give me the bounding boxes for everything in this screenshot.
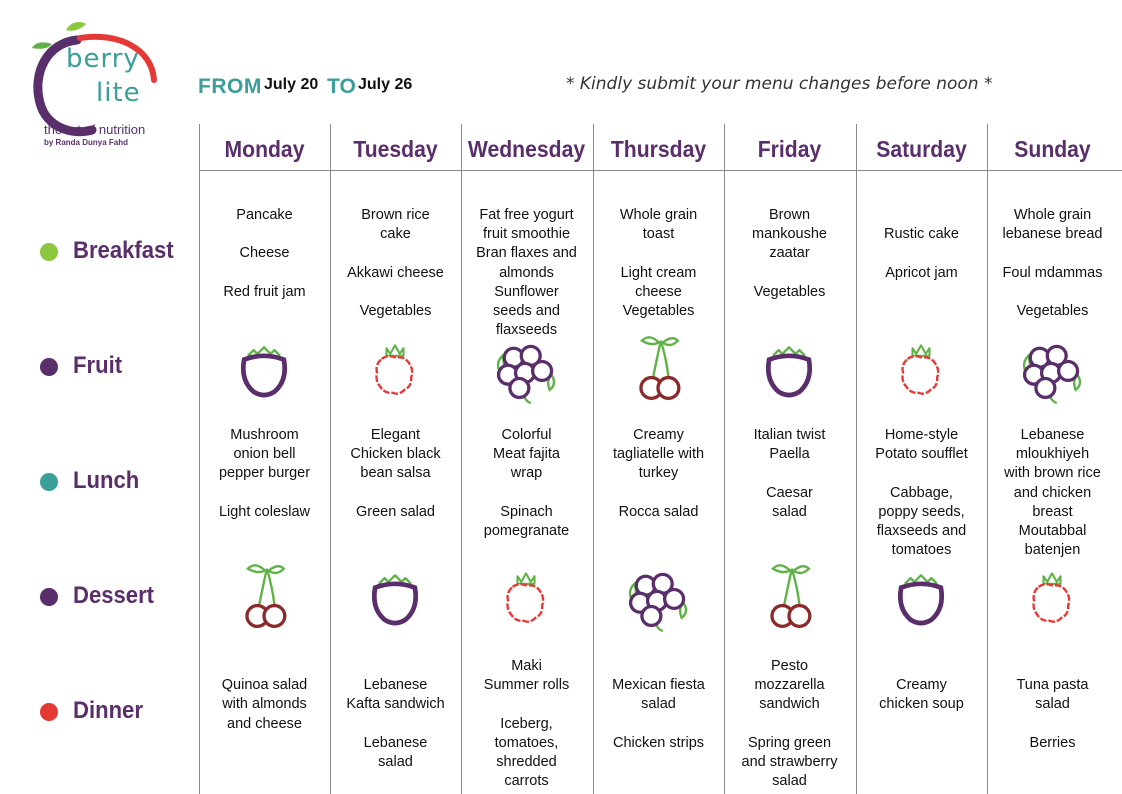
menu-line: pepper burger (218, 465, 311, 482)
menu-line: Whole grain (1013, 207, 1092, 223)
breakfast-cell-sunday (987, 206, 1118, 321)
menu-line: Vegetables (1016, 302, 1089, 319)
menu-line: salad (1035, 696, 1070, 713)
menu-line: Cabbage, (890, 484, 953, 501)
menu-line: Pancake (236, 207, 293, 223)
line-spacer (330, 715, 461, 734)
day-header-wednesday: Wednesday (467, 136, 586, 162)
meal-label-text: Dinner (73, 697, 143, 724)
menu-line: Iceberg, (500, 715, 553, 732)
day-header-saturday: Saturday (876, 136, 967, 162)
menu-line: Bran flaxes and (476, 245, 577, 262)
breakfast-cell-friday (724, 206, 855, 302)
menu-line: with brown rice (1004, 465, 1101, 482)
menu-line: Potato soufflet (875, 446, 968, 463)
to-date: July 26 (358, 76, 413, 93)
meal-dot (40, 243, 58, 261)
breakfast-cell-saturday (856, 206, 987, 283)
meal-label-breakfast (40, 237, 190, 265)
line-spacer (593, 484, 724, 503)
menu-line: and cheese (227, 715, 302, 732)
menu-line: shredded (496, 754, 557, 770)
line-spacer (724, 715, 855, 734)
menu-line: Rocca salad (618, 503, 699, 520)
line-spacer (987, 657, 1118, 676)
menu-line: Tuna pasta (1016, 677, 1089, 694)
line-spacer (856, 206, 987, 225)
cherries-icon (754, 563, 824, 633)
menu-line: Cheese (239, 245, 290, 262)
blueberries-icon (1017, 335, 1087, 405)
line-spacer (330, 244, 461, 263)
fig-icon (754, 335, 824, 405)
menu-line: Spring green (747, 734, 832, 751)
meal-label-fruit (40, 352, 190, 380)
menu-line: carrots (504, 773, 549, 790)
dinner-cell-tuesday (330, 657, 461, 772)
line-spacer (461, 484, 592, 503)
menu-line: Paella (769, 446, 810, 463)
fig-icon (886, 563, 956, 633)
line-spacer (199, 657, 330, 676)
menu-line: Chicken black (350, 446, 441, 463)
menu-line: Sunflower (494, 283, 559, 300)
menu-line: Berries (1029, 734, 1076, 751)
menu-line: Creamy (896, 677, 947, 694)
menu-line: Whole grain (619, 207, 698, 223)
logo-tagline: the art of nutrition (44, 122, 146, 137)
meal-dot (40, 588, 58, 606)
line-spacer (987, 715, 1118, 734)
menu-line: Brown rice (361, 207, 430, 223)
menu-line: pomegranate (483, 523, 570, 539)
menu-line: Home-style (884, 427, 959, 443)
meal-label-text: Lunch (73, 467, 140, 494)
line-spacer (724, 464, 855, 483)
menu-line: Vegetables (622, 303, 695, 319)
menu-line: salad (378, 753, 413, 770)
menu-line: tomatoes, (494, 734, 559, 751)
lunch-cell-tuesday (330, 426, 461, 522)
breakfast-cell-monday (199, 206, 330, 302)
menu-line: and strawberry (741, 754, 838, 770)
menu-line: breast (1032, 503, 1073, 520)
dinner-cell-thursday (593, 657, 724, 753)
menu-line: Light coleslaw (218, 503, 311, 520)
menu-line: Lebanese (1020, 427, 1085, 443)
lunch-cell-wednesday (461, 426, 592, 541)
menu-line: tomatoes (891, 542, 952, 559)
menu-line: toast (642, 226, 675, 243)
menu-line: and chicken (1013, 484, 1092, 501)
menu-line: poppy seeds, (878, 503, 965, 520)
menu-line: wrap (510, 465, 543, 482)
menu-line: Mexican fiesta (612, 677, 705, 694)
dinner-cell-sunday (987, 657, 1118, 753)
line-spacer (593, 657, 724, 676)
menu-line: Elegant (370, 427, 421, 443)
menu-line: Lebanese (363, 677, 428, 694)
cherries-icon (623, 335, 693, 405)
menu-line: cake (380, 226, 411, 243)
menu-line: sandwich (759, 696, 820, 713)
menu-line: mankoushe (752, 226, 827, 243)
breakfast-cell-wednesday (461, 206, 592, 340)
menu-line: Apricot jam (885, 264, 958, 281)
menu-line: Meat fajita (493, 446, 560, 463)
menu-line: seeds and (493, 303, 560, 320)
menu-line: Summer rolls (483, 677, 570, 694)
menu-line: Vegetables (753, 283, 826, 300)
menu-line: salad (772, 503, 807, 520)
meal-dot (40, 703, 58, 721)
line-spacer (856, 244, 987, 263)
menu-line: batenjen (1024, 542, 1081, 559)
blueberries-icon (491, 335, 561, 405)
line-spacer (199, 264, 330, 283)
menu-line: salad (641, 696, 676, 713)
menu-line: chicken soup (879, 696, 964, 713)
menu-line: mozzarella (754, 677, 825, 694)
meal-dot (40, 473, 58, 491)
menu-line: Foul mdammas (1002, 264, 1103, 281)
header-divider (199, 170, 1122, 171)
menu-line: Kafta sandwich (346, 696, 445, 713)
line-spacer (199, 484, 330, 503)
raspberry-icon (360, 335, 430, 405)
menu-line: bean salsa (360, 465, 431, 482)
menu-line: Brown (768, 207, 811, 223)
menu-line: Mushroom (230, 427, 299, 443)
line-spacer (987, 244, 1118, 263)
line-spacer (856, 464, 987, 483)
menu-line: Chicken strips (612, 734, 705, 751)
raspberry-icon (886, 335, 956, 405)
line-spacer (330, 283, 461, 302)
logo-word-berry: berry (66, 44, 140, 74)
breakfast-cell-tuesday (330, 206, 461, 321)
fig-icon (360, 563, 430, 633)
day-header-sunday: Sunday (1014, 136, 1091, 162)
menu-line: with almonds (222, 696, 307, 713)
line-spacer (856, 657, 987, 676)
menu-line: Pesto (770, 658, 809, 674)
menu-line: Light cream (620, 264, 697, 281)
cherries-icon (229, 563, 299, 633)
menu-line: Red fruit jam (223, 283, 306, 300)
logo-author: by Randa Dunya Fahd (44, 138, 129, 147)
dinner-cell-wednesday (461, 657, 592, 791)
to-label: TO (327, 75, 356, 98)
menu-line: fruit smoothie (482, 226, 571, 243)
menu-line: Maki (511, 658, 542, 674)
meal-label-text: Fruit (73, 352, 123, 379)
meal-label-dessert (40, 582, 190, 610)
raspberry-icon (1017, 563, 1087, 633)
menu-line: Akkawi cheese (347, 264, 444, 281)
menu-line: Spinach (500, 503, 553, 520)
submission-notice: * Kindly submit your menu changes before noon * (566, 74, 993, 94)
day-header-tuesday: Tuesday (353, 136, 438, 162)
breakfast-cell-thursday (593, 206, 724, 321)
meal-label-text: Dessert (73, 582, 155, 609)
day-header-friday: Friday (757, 136, 822, 162)
menu-line: Moutabbal (1018, 523, 1087, 540)
menu-line: cheese (635, 283, 682, 300)
menu-line: flaxseeds (495, 322, 558, 339)
menu-line: Lebanese (363, 734, 428, 751)
menu-line: Colorful (501, 427, 552, 443)
menu-line: Italian twist (753, 427, 826, 443)
menu-line: Caesar (766, 484, 813, 501)
menu-line: salad (772, 773, 807, 790)
menu-line: tagliatelle with (612, 446, 705, 463)
menu-line: onion bell (233, 446, 296, 463)
line-spacer (330, 484, 461, 503)
menu-line: lebanese bread (1002, 226, 1103, 243)
from-date: July 20 (264, 76, 319, 93)
lunch-cell-monday (199, 426, 330, 522)
meal-label-dinner (40, 697, 190, 725)
meal-label-lunch (40, 467, 190, 495)
menu-line: Quinoa salad (221, 677, 308, 694)
menu-line: turkey (638, 465, 679, 482)
meal-label-text: Breakfast (73, 237, 174, 264)
from-label: FROM (198, 75, 262, 98)
menu-line: Rustic cake (884, 226, 959, 243)
dinner-cell-friday (724, 657, 855, 791)
line-spacer (724, 264, 855, 283)
fig-icon (229, 335, 299, 405)
line-spacer (593, 715, 724, 734)
lunch-cell-sunday (987, 426, 1118, 560)
menu-line: zaatar (769, 245, 810, 262)
menu-line: Vegetables (359, 302, 432, 319)
lunch-cell-thursday (593, 426, 724, 522)
meal-dot (40, 358, 58, 376)
raspberry-icon (491, 563, 561, 633)
line-spacer (987, 283, 1118, 302)
dinner-cell-saturday (856, 657, 987, 715)
blueberries-icon (623, 563, 693, 633)
lunch-cell-saturday (856, 426, 987, 560)
day-header-thursday: Thursday (610, 136, 707, 162)
menu-line: Green salad (356, 503, 435, 520)
menu-line: Creamy (633, 427, 684, 443)
logo-word-lite: lite (96, 78, 141, 108)
menu-line: Fat free yogurt (479, 207, 574, 223)
day-header-monday: Monday (224, 136, 305, 162)
menu-line: almonds (499, 264, 554, 281)
menu-line: mloukhiyeh (1015, 446, 1090, 463)
menu-line: flaxseeds and (876, 523, 967, 539)
lunch-cell-friday (724, 426, 855, 522)
line-spacer (461, 695, 592, 714)
line-spacer (593, 244, 724, 263)
line-spacer (330, 657, 461, 676)
dinner-cell-monday (199, 657, 330, 734)
line-spacer (199, 225, 330, 244)
